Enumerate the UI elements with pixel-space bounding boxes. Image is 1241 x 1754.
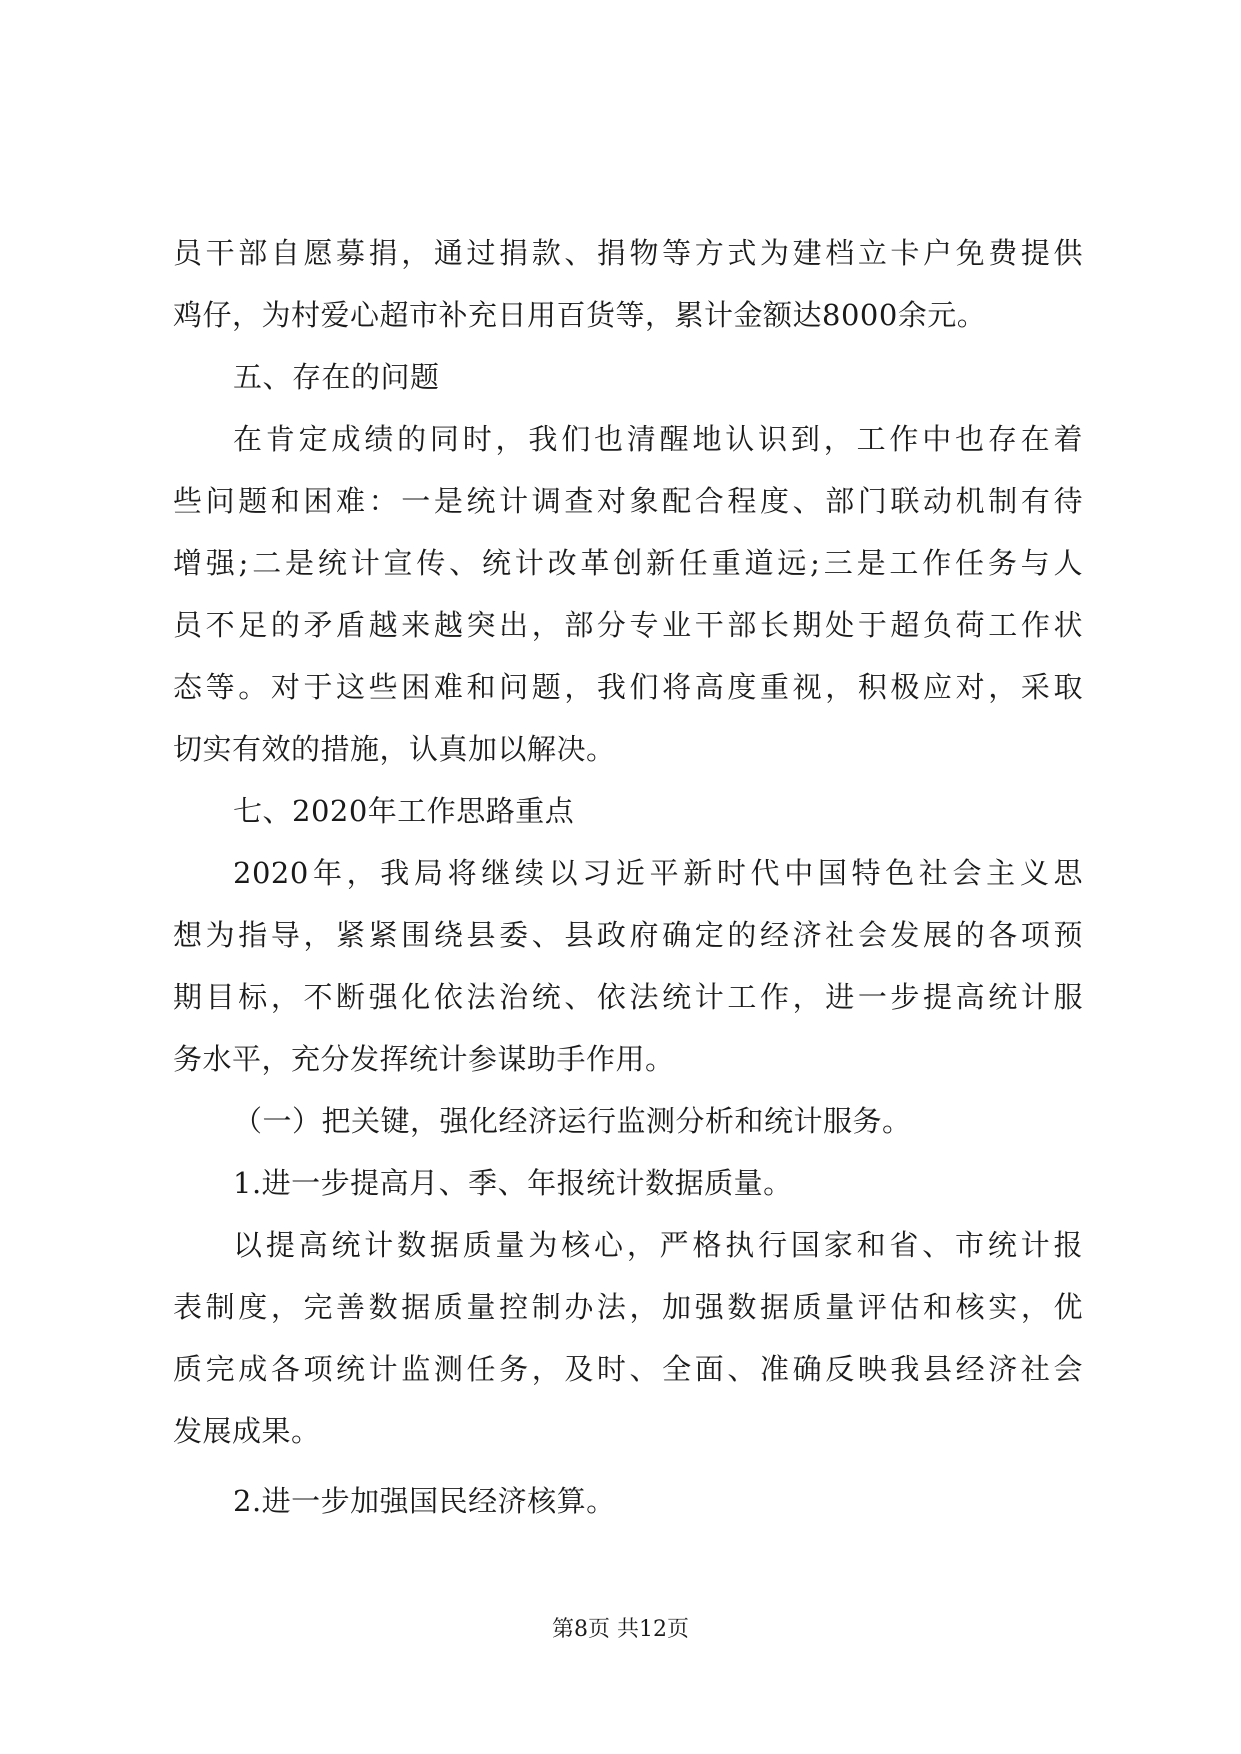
body-line: 表制度，完善数据质量控制办法，加强数据质量评估和核实，优 — [173, 1290, 1083, 1324]
document-body — [173, 222, 1083, 1532]
subsection-heading: （一）把关键，强化经济运行监测分析和统计服务。 — [233, 1104, 912, 1138]
body-line: 鸡仔，为村爱心超市补充日用百货等，累计金额达8000余元。 — [173, 298, 987, 332]
section-heading: 七、2020年工作思路重点 — [233, 794, 575, 828]
body-line: 员不足的矛盾越来越突出，部分专业干部长期处于超负荷工作状 — [173, 608, 1083, 642]
section-heading: 五、存在的问题 — [233, 360, 440, 394]
body-line: 务水平，充分发挥统计参谋助手作用。 — [173, 1042, 675, 1076]
body-line: 期目标，不断强化依法治统、依法统计工作，进一步提高统计服 — [173, 980, 1083, 1014]
body-line: 切实有效的措施，认真加以解决。 — [173, 732, 616, 766]
body-line: 态等。对于这些困难和问题，我们将高度重视，积极应对，采取 — [173, 670, 1083, 704]
body-line: 员干部自愿募捐，通过捐款、捐物等方式为建档立卡户免费提供 — [173, 236, 1083, 270]
item-heading: 2.进一步加强国民经济核算。 — [233, 1484, 616, 1518]
spacer — [173, 1462, 1083, 1470]
item-heading: 1.进一步提高月、季、年报统计数据质量。 — [233, 1166, 793, 1200]
body-line: 增强;二是统计宣传、统计改革创新任重道远;三是工作任务与人 — [173, 546, 1083, 580]
body-line: 在肯定成绩的同时，我们也清醒地认识到，工作中也存在着 — [233, 422, 1083, 456]
body-line: 发展成果。 — [173, 1414, 321, 1448]
body-line: 以提高统计数据质量为核心，严格执行国家和省、市统计报 — [233, 1228, 1083, 1262]
body-line: 些问题和困难：一是统计调查对象配合程度、部门联动机制有待 — [173, 484, 1083, 518]
body-line: 2020年，我局将继续以习近平新时代中国特色社会主义思 — [233, 856, 1083, 890]
body-line: 想为指导，紧紧围绕县委、县政府确定的经济社会发展的各项预 — [173, 918, 1083, 952]
page-number-footer: 第8页 共12页 — [552, 1617, 689, 1642]
body-line: 质完成各项统计监测任务，及时、全面、准确反映我县经济社会 — [173, 1352, 1083, 1386]
